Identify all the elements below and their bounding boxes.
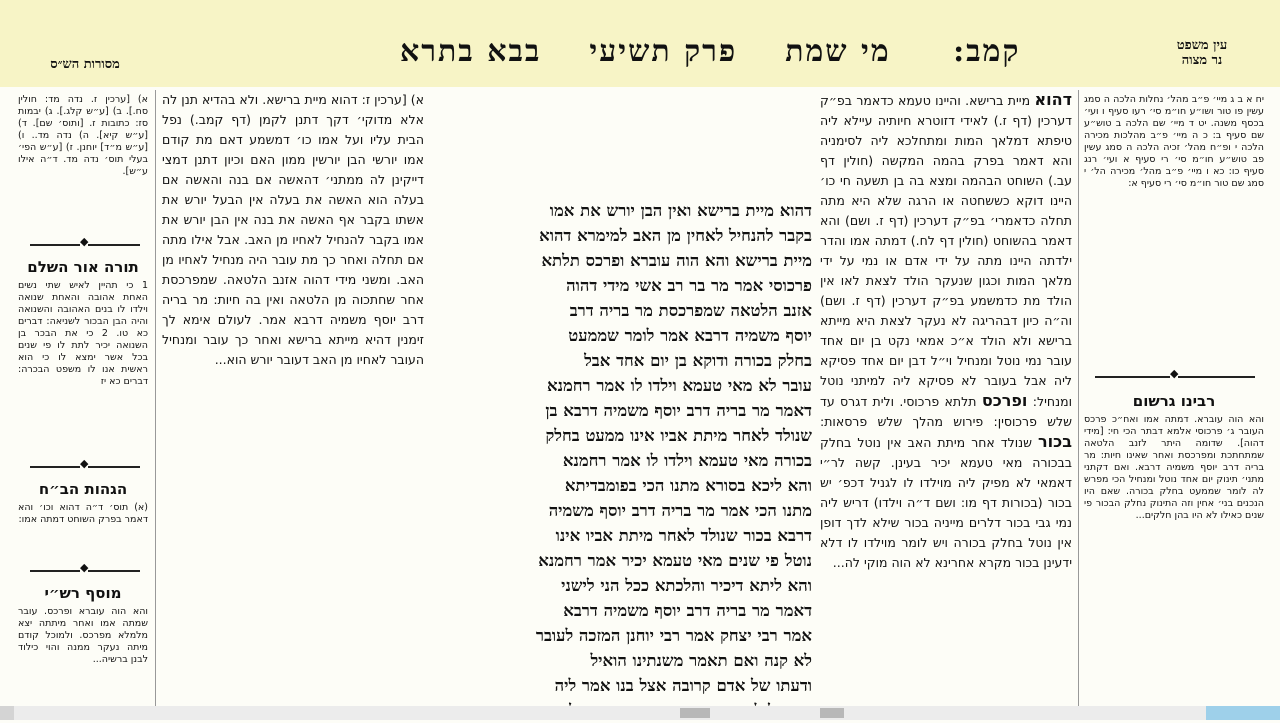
gemara-line: מיית ברישא והא הוה עוברא ופרכס תלתא (541, 251, 812, 270)
tosafot-column: א) [ערכין ז: דהוא מיית ברישא. ולא בהדיא תנן לה אלא מדוקי׳ דקך דתנן לקמן (דף קמב.) נפל הבית עליו ועל אמו כו׳ דמשמע דאם מת קודם אמו יורשי הבן יורשין ממון האם וכיון דתנן דמצי דייקינן לה ממתני׳ דהאשה אם בנה והאשה אם בעלה הוא האשה את בעלה אין הבעל יורש את אשתו בקבר אף האשה את בנה אין הבן יורש את אמו בקבר להנחיל לאחיו מן האב. אבל אילו מתה אם תחלה ואחר כך מת עובר היה מנחיל לאחיו מן האב. ומשני מידי דהוה אזנב הלטאה. שמפרכסת אחר שחתכוה מן הלטאה ואין בה חיות: מר בריה דרב יוסף משמיה דרבא אמר. לעולם אימא לך זימנין דהיא מייתא ברישא ואחר כך עובר ומנחיל העובר לאחיו מן האב דעובר יורש הוא... (162, 92, 424, 367)
gemara-line: נוטל פי שנים מאי טעמא יכיר אמר רחמנא (538, 551, 812, 570)
ornament-divider (30, 240, 140, 250)
hagahot-habach-heading: הגהות הב״ח (38, 480, 128, 498)
gemara-line: בחלק בכורה ודוקא בן יום אחד אבל (584, 351, 812, 370)
chapter-name: מי שמת (785, 34, 891, 69)
gemara-line: ודעתו של אדם קרובה אצל בנו אמר ליה (554, 676, 812, 695)
tractate-name: בבא בתרא (400, 34, 542, 69)
masoret-hashas-text: א) [ערכין ז. נדה מד: חולין סח.]. ב) [ע״ש קלג.]. ג) יבמות סז: כתובות ז. [ותוס׳ שם]. ד) [ע״ש קיא]. ה) נדה מד.. ו) [ע״ש מ״ד] יוחנן. ז) [ע״ש הפי׳ בעלי תוס׳ נדה מד. ד״ה אילו ע״ש]. (18, 94, 148, 177)
gemara-text (432, 198, 812, 706)
gemara-line: אמר רבי יצחק אמר רבי יוחנן המזכה לעובר (535, 626, 812, 645)
gemara-line: שנולד לאחר מיתת אביו אינו ממעט בחלק (545, 426, 812, 445)
column-divider (1078, 90, 1079, 706)
gemara-line: יוסף משמיה דרבא אמר לומר שממעט (568, 326, 812, 345)
ornament-divider (30, 462, 140, 472)
scrollbar-corner (1206, 706, 1280, 720)
rashi-text: שנולד אחר מיתת האב אין נוטל בחלק בבכורה מאי טעמא יכיר בעינן. קשה לר״י דאמאי לא מפיק ליה מוילדו לו לגניל דכפ׳ יש בכור (בכורות דף מו: ושם ד״ה וילדו) דריש ליה נמי גבי בכור דלרים מייניה בכור שילא לדך דופן אין נוטל בחלק בכורה ויש לומר מוילדו לו דלא ידעינן בכור מקרא אחרינא לא הוה מוקי לה... (820, 435, 1072, 570)
gemara-line: פרכוסי אמר מר בר רב אשי מידי דהוה (566, 276, 812, 295)
ein-mishpat-text: יח א ב ג מיי׳ פ״ב מהל׳ נחלות הלכה ה סמג עשין פו טור ושו״ע חו״מ סי׳ רעו סעיף ו ועי׳ בכסף משנה. יט ד מיי׳ שם הלכה ב טוש״ע שם סעיף ב: כ ה מיי׳ פ״ב מהלכות מכירה הלכה י ופ״ח מהל׳ זכיה הלכה ה סמג עשין פב טוש״ע חו״מ סי׳ רי סעיף א ועי׳ רנג סעיף כו: כא ו מיי׳ פ״ב מהל׳ מכירה הל׳ י סמג שם טור חו״מ סי׳ רי סעיף א: (1084, 94, 1264, 189)
gemara-line: בקבר להנחיל לאחין מן האב למימרא דהוא (539, 226, 812, 245)
ein-mishpat-header (1142, 38, 1262, 68)
musaf-rashi-text: והא הוה עוברא ופרכס. עובר שמתה אמו ואחר מיתתה יצא מלמלא מפרכס. ולמוכל קודם מיתה נעקר ממנה והוי כילוד לבנן ברשיה... (18, 606, 148, 665)
rashi-text: מיית ברישא. והיינו טעמא כדאמר בפ״ק דערכין (דף ז.) לאידי דזוטרא חיותיה עיילא ליה טיפתא דמלאך המות ומתחלכא ליה לסימניה והא דאמר בפרק בהמה המקשה (חולין דף עב.) השוחט הבהמה ומצא בה בן תשעה חי כו׳ היינו דוקא כששחטה או הרגה שלא היא מתה תחלה כדאמרי׳ בפ״ק דערכין (דף ז. ושם) והא דאמר בהשוחט (חולין דף לח.) דמתה אמו והדר ילדתה היינו מתה על ידי אדם או נמי על ידי מלאך המות וכגון שנעקר הולד לצאת לאו אין הולד מת כדמשמע בפ״ק דערכין (דף ז. ושם) וה״ה כיון דבהריגה לא נעקר לצאת היא מייתא ברישא ולא הולד א״כ אמאי נקט בן יום אחד עובר נמי נוטל ומנחיל וי״ל דבן יום אחד פסיקא ליה אבל בעובר לא פסיקא ליה למיתני נוטל ומנחיל: (820, 93, 1072, 409)
gemara-line: מתנו הכי אמר מר בריה דרב יוסף משמיה (548, 501, 812, 520)
gemara-line: דהוא מיית ברישא ואין הבן יורש את אמו (549, 201, 812, 220)
gemara-line: דרבא בכור שנולד לאחר מיתת אביו אינו (555, 526, 812, 545)
rabbeinu-gershom-text: והא הוה עוברא. דמתה אמו ואח״כ פרכס העובר ג׳ פרכוסי אלמא דבתר הכי חי: [מידי דהוה]. שדומה היתר לזנב הלטאה שמתחתכת ומפרכסת ואחר שאינו חיות: מר בריה דרב יוסף משמיה דרבא. ואם דקתני מתני׳ תינוק יום אחד נוטל ומנחיל הכי מפרש לה לומר שממעט בחלק בכורה. שאם היו הנכנים בני׳ אחין וזה התינוק נחלק הבכור פי שנים כאילו לא היו בהן חלקים... (1084, 414, 1264, 521)
gemara-line: דאמר מר בריה דרב יוסף משמיה דרבא (563, 601, 812, 620)
masoret-hashas-label: מסורות הש״ס (50, 57, 120, 72)
rashi-dibur-hamatchil: ופרכס (981, 391, 1028, 410)
rabbeinu-gershom-heading: רבינו גרשום (1132, 392, 1216, 410)
gemara-line: דאמר מר בריה דרב יוסף משמיה דרבא בן (545, 401, 812, 420)
gemara-line: אזנב הלטאה שמפרכסת מר בריה דרב (569, 301, 812, 320)
gemara-line: עובר לא מאי טעמא וילדו לו אמר רחמנא (547, 376, 812, 395)
ornament-divider (30, 566, 140, 576)
daf-number: קמב: (953, 34, 1021, 69)
ein-mishpat-label: עין משפט (1176, 38, 1228, 53)
rashi-dibur-hamatchil: בכור (1038, 432, 1072, 451)
scroll-left-arrow-icon[interactable] (0, 706, 14, 720)
gemara-line: והא ליתא דיכיר והלכתא ככל הני לישני (561, 576, 812, 595)
gemara-line: בכורה מאי טעמא וילדו לו אמר רחמנא (562, 451, 812, 470)
horizontal-scrollbar[interactable] (0, 706, 1280, 720)
ornament-divider (1095, 372, 1255, 382)
perek-label: פרק תשיעי (589, 34, 738, 69)
hagahot-habach-text: (א) תוס׳ ד״ה דהוא וכו׳ והא דאמר בפרק השוחט דמתה אמו: (18, 502, 148, 525)
rashi-dibur-hamatchil: דהוא (1034, 90, 1072, 109)
page-title (400, 34, 1020, 69)
torah-or-hashalem-text: 1 כי תהיין לאיש שתי נשים האחת אהובה והאחת שנואה וילדו לו בנים האהובה והשנואה והיה הבן הבכור לשניאה: דברים כא טו. 2 כי את הבכר בן השנואה יכיר לתת לו פי שנים בכל אשר ימצא לו כי הוא ראשית אנו לו משפט הבכרה: דברים כא יז (18, 280, 148, 387)
rashi-text: תלתא פרכוסי. ולית דגרס עד שלש פרכוסין: פירוש מהלך שלש פרסאות: (820, 394, 1072, 429)
ner-mitzvah-label: נר מצוה (1181, 53, 1223, 68)
rashi-column (820, 90, 1072, 706)
scrollbar-thumb[interactable] (680, 708, 710, 718)
torah-or-hashalem-heading: תורה אור השלם (27, 258, 139, 276)
column-divider (155, 90, 156, 706)
scrollbar-thumb[interactable] (820, 708, 844, 718)
gemara-line: לא קנה ואם תאמר משנתינו הואיל (590, 651, 812, 670)
musaf-rashi-heading: מוסף רש״י (44, 584, 122, 602)
gemara-line: והא ליכא בסורא מתנו הכי בפומבדיתא (564, 476, 812, 495)
